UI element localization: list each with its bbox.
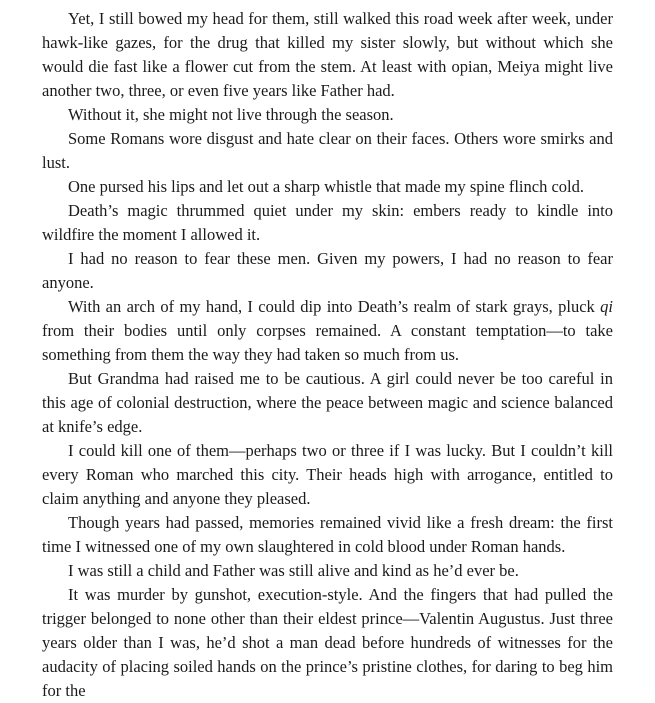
paragraph: Some Romans wore disgust and hate clear on their faces. Others wore smirks and lust. [42,129,613,172]
paragraph: Though years had passed, memories remained vivid like a fresh dream: the first time I witnessed one of my own slaughtered in cold blood under Roman hands. [42,513,613,556]
paragraph: Without it, she might not live through the season. [68,105,394,124]
paragraph: It was murder by gunshot, execution-style. And the fingers that had pulled the trigger belonged to none other than their eldest prince—Valentin Augustus. Just three years older than I was, he’d shot a man dead before hundreds of witnesses for the audacity of placing soiled hands on the prince’s pristine clothes, for daring to beg him for the [42,585,613,700]
paragraph: Death’s magic thrummed quiet under my skin: embers ready to kindle into wildfire the moment I allowed it. [42,201,613,244]
paragraph-text: from their bodies until only corpses remained. A constant temptation—to take something from them the way they had taken so much from us. [42,321,613,364]
paragraph: I was still a child and Father was still alive and kind as he’d ever be. [68,561,519,580]
paragraph-text: With an arch of my hand, I could dip into Death’s realm of stark grays, pluck [68,297,601,316]
paragraph: But Grandma had raised me to be cautious. A girl could never be too careful in this age of colonial destruction, where the peace between magic and science balanced at knife’s edge. [42,369,613,436]
italic-term: qi [600,297,613,316]
paragraph [42,295,613,367]
paragraph: Yet, I still bowed my head for them, still walked this road week after week, under hawk-like gazes, for the drug that killed my sister slowly, but without which she would die fast like a flower cut from the stem. At least with opian, Meiya might live another two, three, or even five years like Father had. [42,9,613,100]
paragraph: I had no reason to fear these men. Given my powers, I had no reason to fear anyone. [42,249,613,292]
paragraph: I could kill one of them—perhaps two or three if I was lucky. But I couldn’t kill every Roman who marched this city. Their heads high with arrogance, entitled to claim anything and anyone they pleased. [42,441,613,508]
paragraph: One pursed his lips and let out a sharp whistle that made my spine flinch cold. [68,177,584,196]
